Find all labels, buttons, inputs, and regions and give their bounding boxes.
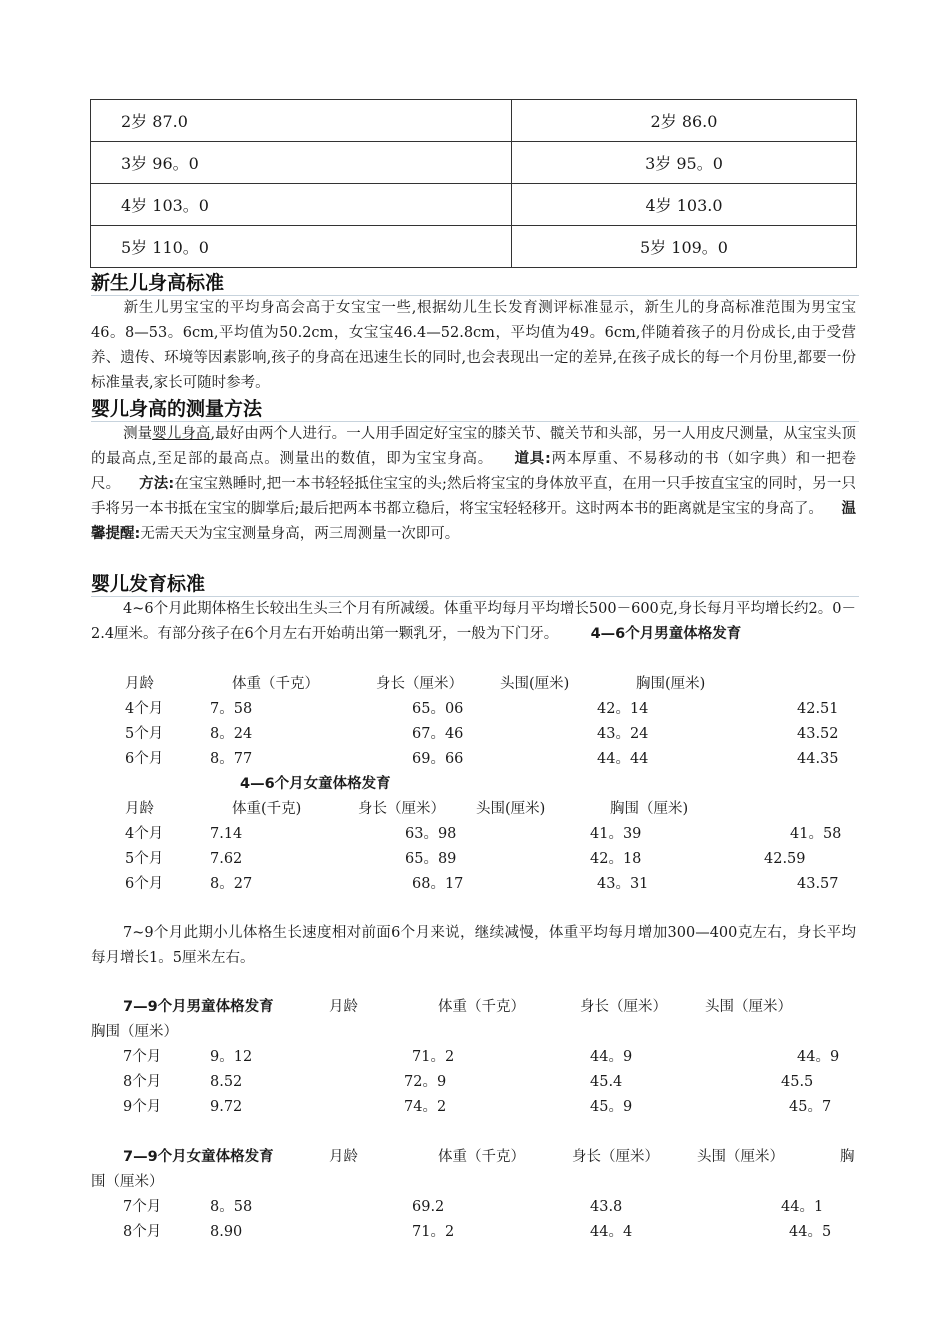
cell: 43。24 <box>597 726 649 742</box>
cell: 44。9 <box>797 1049 840 1065</box>
cell: 8。58 <box>210 1199 253 1215</box>
col-header: 围（厘米） <box>91 1174 164 1190</box>
table-cell: 5岁 110。0 <box>91 226 512 268</box>
tools-label: 道具: <box>514 451 551 467</box>
col-header: 体重（千克） <box>438 1149 525 1165</box>
cell: 8.52 <box>210 1074 243 1090</box>
col-header: 体重(千克) <box>232 801 302 817</box>
cell: 9个月 <box>123 1099 162 1115</box>
tip-label: 温馨提醒: <box>91 501 857 542</box>
col-header: 体重（千克） <box>232 676 319 692</box>
height-table <box>90 99 857 268</box>
col-header: 头围（厘米） <box>697 1149 784 1165</box>
col-header: 头围(厘米) <box>500 676 570 692</box>
table-row <box>0 872 950 897</box>
cell: 43。31 <box>597 876 649 892</box>
table-cell: 3岁 96。0 <box>91 142 512 184</box>
cell: 42。18 <box>590 851 642 867</box>
boys-4-6-title: 4—6个月男童体格发育 <box>590 626 742 642</box>
cell: 7。58 <box>210 701 253 717</box>
table-row <box>91 100 857 142</box>
col-header: 胸围（厘米） <box>91 1024 178 1040</box>
cell: 45.5 <box>781 1074 814 1090</box>
section-heading-newborn: 新生儿身高标准 <box>91 271 859 296</box>
cell: 68。17 <box>412 876 464 892</box>
table-row <box>91 226 857 268</box>
cell: 69.2 <box>412 1199 445 1215</box>
table-cell: 2岁 86.0 <box>512 100 857 142</box>
cell: 42.59 <box>764 851 806 867</box>
cell: 63。98 <box>405 826 457 842</box>
col-header: 月龄 <box>125 676 154 692</box>
cell: 7.62 <box>210 851 243 867</box>
table-row <box>0 1045 950 1070</box>
cell: 71。2 <box>412 1049 455 1065</box>
cell: 67。46 <box>412 726 464 742</box>
cell: 44。4 <box>590 1224 633 1240</box>
cell: 5个月 <box>125 851 164 867</box>
col-header: 身长（厘米） <box>376 676 463 692</box>
col-header: 头围（厘米） <box>705 999 792 1015</box>
method-text: 在宝宝熟睡时,把一本书轻轻抵住宝宝的头;然后将宝宝的身体放平直，在用一只手按直宝宝的同时，另一只手将另一本书抵在宝宝的脚掌后;最后把两本书都立稳后，将宝宝轻轻移开。这时两本书的距离就是宝宝的身高了。 <box>91 476 857 517</box>
cell: 4个月 <box>125 701 164 717</box>
table-row <box>0 747 950 772</box>
cell: 8。77 <box>210 751 253 767</box>
cell: 41。58 <box>790 826 842 842</box>
table-row <box>0 1070 950 1095</box>
development-intro <box>91 597 856 647</box>
table-row <box>0 822 950 847</box>
table-cell: 4岁 103。0 <box>91 184 512 226</box>
cell: 42.51 <box>797 701 839 717</box>
cell: 44。9 <box>590 1049 633 1065</box>
cell: 44。44 <box>597 751 649 767</box>
newborn-paragraph <box>91 296 856 396</box>
cell: 7个月 <box>123 1199 162 1215</box>
section-heading-development: 婴儿发育标准 <box>91 572 859 597</box>
cell: 44.35 <box>797 751 839 767</box>
cell: 69。66 <box>412 751 464 767</box>
cell: 9.72 <box>210 1099 243 1115</box>
col-header: 月龄 <box>329 1149 358 1165</box>
cell: 72。9 <box>404 1074 447 1090</box>
cell: 43.8 <box>590 1199 623 1215</box>
col-header: 体重（千克） <box>438 999 525 1015</box>
col-header: 胸围(厘米) <box>636 676 706 692</box>
baby-height-link[interactable]: 婴儿身高 <box>152 426 211 442</box>
table-header-row <box>0 797 950 822</box>
cell: 74。2 <box>404 1099 447 1115</box>
cell: 43.57 <box>797 876 839 892</box>
section-heading-measure: 婴儿身高的测量方法 <box>91 397 859 422</box>
newborn-text: 新生儿男宝宝的平均身高会高于女宝宝一些,根据幼儿生长发育测评标准显示，新生儿的身高标准范围为男宝宝46。8—53。6cm,平均值为50.2cm，女宝宝46.4—52.8cm，平均值为49。6cm,伴随着孩子的月份成长,由于受营养、遗传、环境等因素影响,孩子的身高在迅速生长的同时,也会表现出一定的差异,在孩子成长的每一个月份里,都要一份标准量表,家长可随时参考。 <box>91 300 856 391</box>
col-header: 身长（厘米） <box>572 1149 659 1165</box>
tip-text: 无需天天为宝宝测量身高，两三周测量一次即可。 <box>140 526 460 542</box>
method-label: 方法: <box>139 476 175 492</box>
cell: 7.14 <box>210 826 243 842</box>
table-cell: 4岁 103.0 <box>512 184 857 226</box>
col-header: 头围(厘米) <box>476 801 546 817</box>
table-row <box>0 722 950 747</box>
intro-text: 4~6个月此期体格生长较出生头三个月有所减缓。体重平均每月平均增长500－600克,身长每月平均增长约2。0－2.4厘米。有部分孩子在6个月左右开始萌出第一颗乳牙，一般为下门牙。 <box>91 601 856 642</box>
measure-text: ,最好由两个人进行。一人用手固定好宝宝的膝关节、髋关节和头部，另一人用皮尺测量，从宝宝头顶的最高点,至足部的最高点。测量出的数值，即为宝宝身高。 <box>91 426 856 467</box>
cell: 71。2 <box>412 1224 455 1240</box>
cell: 8.90 <box>210 1224 243 1240</box>
cell: 65。89 <box>405 851 457 867</box>
col-header: 月龄 <box>125 801 154 817</box>
cell: 44。1 <box>781 1199 824 1215</box>
intro-7-9-text: 7~9个月此期小儿体格生长速度相对前面6个月来说，继续减慢，体重平均每月增加300—400克左右，身长平均每月增长1。5厘米左右。 <box>91 925 856 966</box>
cell: 44。5 <box>789 1224 832 1240</box>
table-row <box>91 184 857 226</box>
table-cell: 2岁 87.0 <box>91 100 512 142</box>
cell: 41。39 <box>590 826 642 842</box>
boys-7-9-title: 7—9个月男童体格发育 <box>123 999 274 1015</box>
cell: 43.52 <box>797 726 839 742</box>
cell: 4个月 <box>125 826 164 842</box>
cell: 6个月 <box>125 876 164 892</box>
table-row <box>0 1095 950 1120</box>
cell: 45。7 <box>789 1099 832 1115</box>
cell: 8个月 <box>123 1074 162 1090</box>
cell: 45.4 <box>590 1074 623 1090</box>
girls-7-9-title: 7—9个月女童体格发育 <box>123 1149 274 1165</box>
cell: 5个月 <box>125 726 164 742</box>
development-intro-7-9 <box>91 921 856 971</box>
cell: 6个月 <box>125 751 164 767</box>
measure-paragraph <box>91 422 856 547</box>
girls-4-6-title: 4—6个月女童体格发育 <box>240 776 391 792</box>
cell: 8。24 <box>210 726 253 742</box>
cell: 65。06 <box>412 701 464 717</box>
table-header-row <box>0 672 950 697</box>
col-header: 胸 <box>840 1149 855 1165</box>
table-row <box>91 142 857 184</box>
cell: 8。27 <box>210 876 253 892</box>
col-header: 身长（厘米） <box>358 801 445 817</box>
col-header: 胸围（厘米) <box>610 801 689 817</box>
cell: 7个月 <box>123 1049 162 1065</box>
cell: 9。12 <box>210 1049 253 1065</box>
cell: 8个月 <box>123 1224 162 1240</box>
col-header: 月龄 <box>329 999 358 1015</box>
table-header-row <box>0 1145 950 1170</box>
measure-text: 测量 <box>123 426 153 442</box>
cell: 42。14 <box>597 701 649 717</box>
table-row <box>0 1220 950 1245</box>
cell: 45。9 <box>590 1099 633 1115</box>
table-cell: 3岁 95。0 <box>512 142 857 184</box>
table-row <box>0 697 950 722</box>
table-row <box>0 847 950 872</box>
table-cell: 5岁 109。0 <box>512 226 857 268</box>
col-header: 身长（厘米） <box>580 999 667 1015</box>
tools-text: 两本厚重、不易移动的书（如字典）和一把卷尺。 <box>91 451 857 492</box>
table-header-row <box>0 995 950 1020</box>
table-row <box>0 1195 950 1220</box>
